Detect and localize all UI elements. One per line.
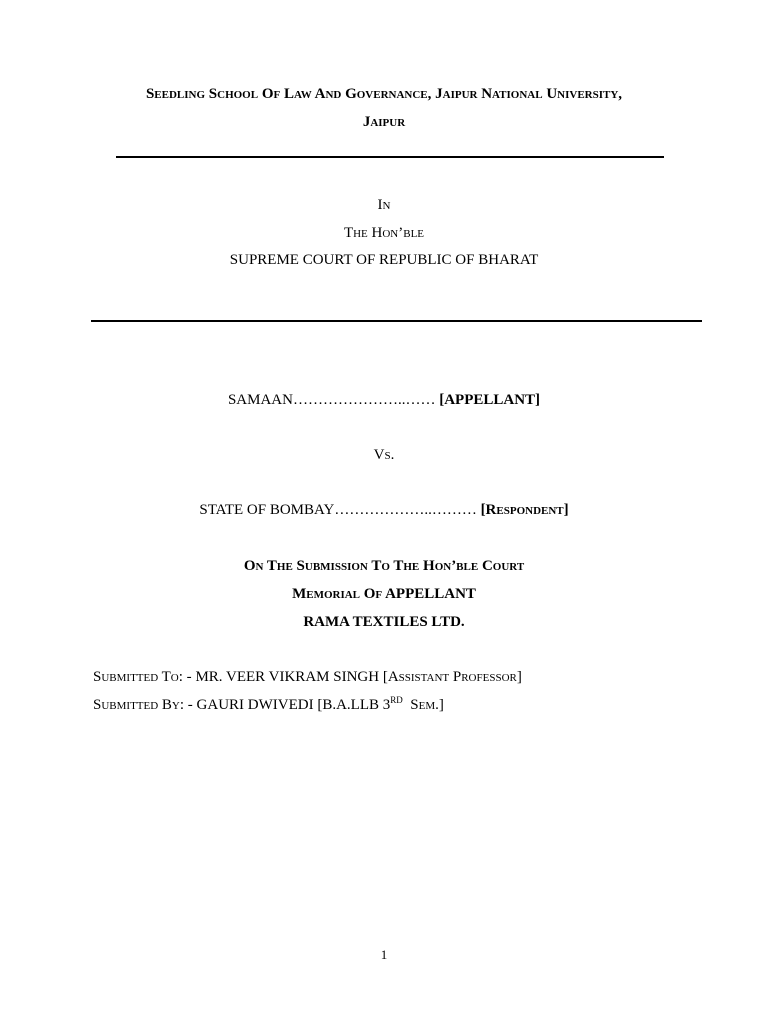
school-name-line-2: Jaipur [362,114,406,130]
appellant-role: [APPELLANT] [439,392,541,408]
submitted-to-line [93,669,522,686]
submission-heading: On The Submission To The Hon’ble Court [243,558,525,574]
submitted-to-name: MR. VEER VIKRAM SINGH [195,669,383,685]
middle-divider [91,320,702,322]
submitted-by-name: GAURI DWIVEDI [B.A.LLB 3 [196,697,391,713]
versus-text: Vs. [373,447,395,463]
school-name-line-1: Seedling School Of Law And Governance, Jaipur National University, [145,86,623,102]
submitted-by-label: Submitted By [93,697,180,713]
submitted-by-line [93,697,444,714]
submitted-to-separator: : - [178,669,196,685]
respondent-line [0,502,768,519]
respondent-name: STATE OF BOMBAY [199,502,335,518]
respondent-dots: ………………..……… [334,502,477,518]
appellant-line [0,392,768,409]
appellant-dots: …………………..…… [292,392,436,408]
respondent-role: [Respondent] [480,502,569,518]
company-name: RAMA TEXTILES LTD. [303,614,465,630]
memorial-title: Memorial Of APPELLANT [292,586,476,602]
submitted-by-suffix: Sem.] [402,697,444,713]
court-name: SUPREME COURT OF REPUBLIC OF BHARAT [229,252,539,268]
honble-text: The Hon’ble [343,225,425,241]
submitted-to-role: [Assistant Professor] [382,669,522,685]
submitted-by-separator: : - [179,697,197,713]
top-divider [116,156,664,158]
submitted-to-label: Submitted To [93,669,179,685]
in-text: In [377,197,391,213]
page-number: 1 [380,947,388,962]
submitted-by-superscript: RD [390,695,403,705]
appellant-name: SAMAAN [227,392,293,408]
